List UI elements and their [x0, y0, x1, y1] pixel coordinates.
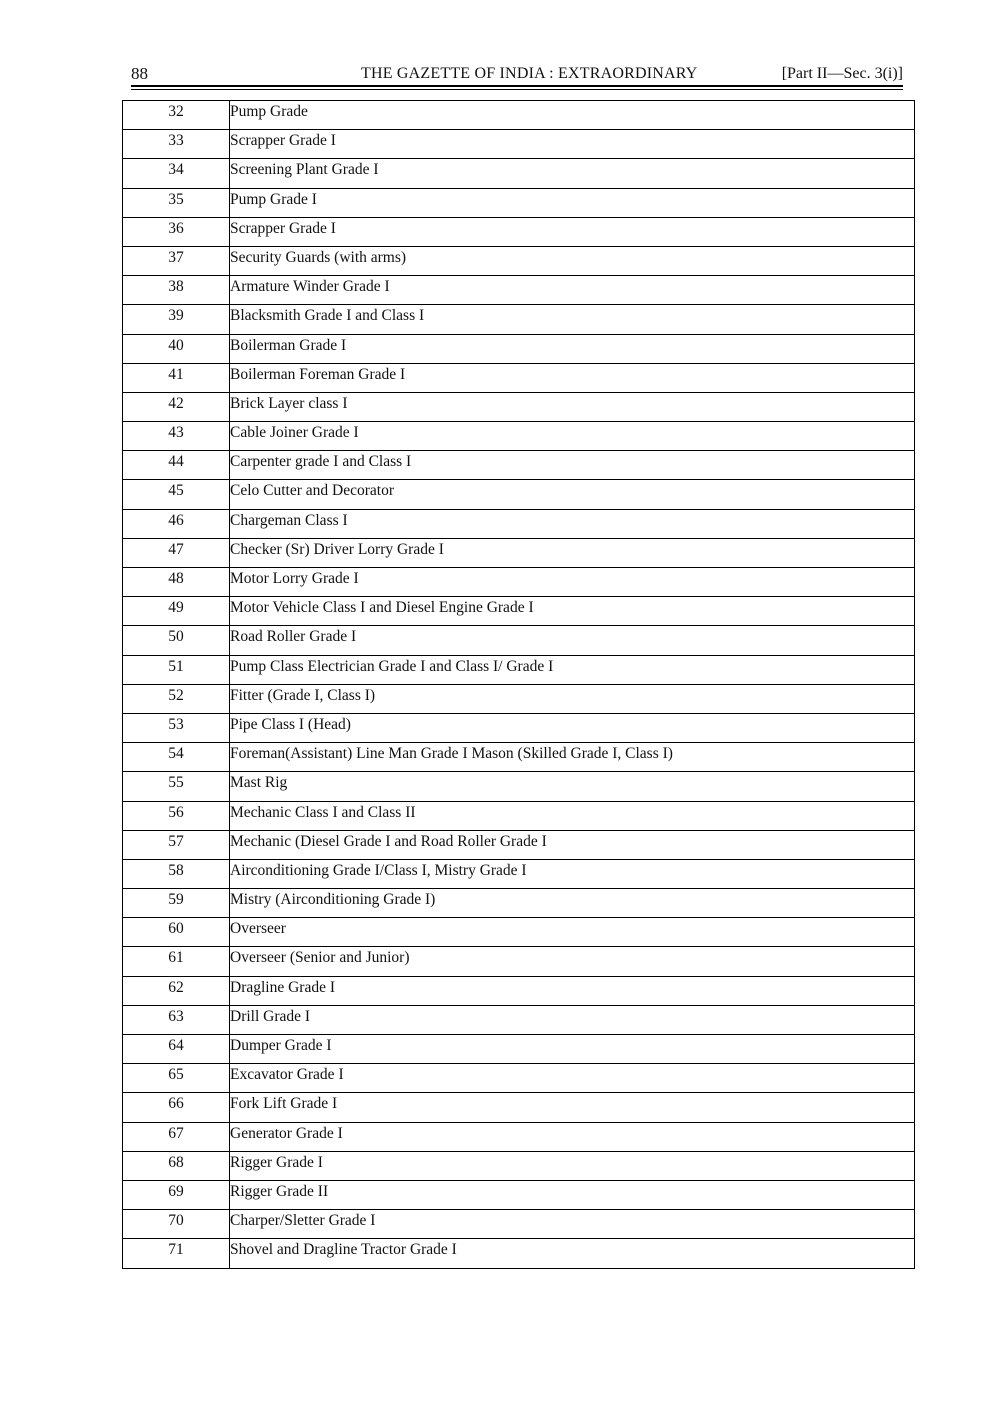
designation-cell: Celo Cutter and Decorator: [230, 480, 915, 509]
serial-number-cell: 66: [123, 1093, 230, 1122]
serial-number-cell: 54: [123, 743, 230, 772]
table-row: [123, 1035, 915, 1064]
designation-cell: Charper/Sletter Grade I: [230, 1210, 915, 1239]
designation-cell: Rigger Grade I: [230, 1151, 915, 1180]
serial-number-cell: 33: [123, 130, 230, 159]
header-rule-thick: [131, 85, 903, 87]
serial-number-cell: 56: [123, 801, 230, 830]
table-row: [123, 597, 915, 626]
table-row: [123, 1005, 915, 1034]
designation-cell: Boilerman Foreman Grade I: [230, 363, 915, 392]
table-row: [123, 918, 915, 947]
table-row: [123, 538, 915, 567]
designation-cell: Excavator Grade I: [230, 1064, 915, 1093]
table-row: [123, 976, 915, 1005]
serial-number-cell: 67: [123, 1122, 230, 1151]
designation-cell: Overseer: [230, 918, 915, 947]
serial-number-cell: 39: [123, 305, 230, 334]
table-row: [123, 889, 915, 918]
designation-cell: Dragline Grade I: [230, 976, 915, 1005]
designation-cell: Fork Lift Grade I: [230, 1093, 915, 1122]
designation-cell: Pump Class Electrician Grade I and Class I/ Grade I: [230, 655, 915, 684]
serial-number-cell: 65: [123, 1064, 230, 1093]
designation-cell: Mistry (Airconditioning Grade I): [230, 889, 915, 918]
serial-number-cell: 51: [123, 655, 230, 684]
serial-number-cell: 36: [123, 217, 230, 246]
table-row: [123, 422, 915, 451]
table-row: [123, 1239, 915, 1268]
serial-number-cell: 61: [123, 947, 230, 976]
designation-cell: Shovel and Dragline Tractor Grade I: [230, 1239, 915, 1268]
serial-number-cell: 69: [123, 1180, 230, 1209]
designation-cell: Fitter (Grade I, Class I): [230, 684, 915, 713]
designation-cell: Boilerman Grade I: [230, 334, 915, 363]
designation-cell: Mast Rig: [230, 772, 915, 801]
table-row: [123, 188, 915, 217]
serial-number-cell: 37: [123, 246, 230, 275]
serial-number-cell: 63: [123, 1005, 230, 1034]
table-row: [123, 392, 915, 421]
table-row: [123, 684, 915, 713]
page-header: [131, 62, 903, 86]
schedule-table-body: [123, 101, 915, 1269]
designation-cell: Airconditioning Grade I/Class I, Mistry Grade I: [230, 859, 915, 888]
serial-number-cell: 34: [123, 159, 230, 188]
table-row: [123, 159, 915, 188]
serial-number-cell: 52: [123, 684, 230, 713]
designation-cell: Road Roller Grade I: [230, 626, 915, 655]
table-row: [123, 509, 915, 538]
table-row: [123, 246, 915, 275]
serial-number-cell: 42: [123, 392, 230, 421]
table-row: [123, 947, 915, 976]
table-row: [123, 1180, 915, 1209]
designation-cell: Drill Grade I: [230, 1005, 915, 1034]
serial-number-cell: 49: [123, 597, 230, 626]
designation-cell: Pump Grade I: [230, 188, 915, 217]
schedule-table: [122, 100, 915, 1269]
serial-number-cell: 32: [123, 101, 230, 130]
table-row: [123, 276, 915, 305]
table-row: [123, 1093, 915, 1122]
table-row: [123, 334, 915, 363]
serial-number-cell: 50: [123, 626, 230, 655]
designation-cell: Checker (Sr) Driver Lorry Grade I: [230, 538, 915, 567]
serial-number-cell: 53: [123, 713, 230, 742]
serial-number-cell: 70: [123, 1210, 230, 1239]
serial-number-cell: 55: [123, 772, 230, 801]
serial-number-cell: 59: [123, 889, 230, 918]
serial-number-cell: 44: [123, 451, 230, 480]
table-row: [123, 655, 915, 684]
serial-number-cell: 58: [123, 859, 230, 888]
designation-cell: Brick Layer class I: [230, 392, 915, 421]
designation-cell: Armature Winder Grade I: [230, 276, 915, 305]
serial-number-cell: 62: [123, 976, 230, 1005]
table-row: [123, 480, 915, 509]
designation-cell: Mechanic Class I and Class II: [230, 801, 915, 830]
table-row: [123, 101, 915, 130]
designation-cell: Blacksmith Grade I and Class I: [230, 305, 915, 334]
table-row: [123, 801, 915, 830]
table-row: [123, 830, 915, 859]
designation-cell: Generator Grade I: [230, 1122, 915, 1151]
table-row: [123, 130, 915, 159]
designation-cell: Scrapper Grade I: [230, 217, 915, 246]
designation-cell: Overseer (Senior and Junior): [230, 947, 915, 976]
designation-cell: Motor Vehicle Class I and Diesel Engine Grade I: [230, 597, 915, 626]
header-rule-thin: [131, 89, 903, 90]
table-row: [123, 451, 915, 480]
designation-cell: Chargeman Class I: [230, 509, 915, 538]
page-number: 88: [131, 64, 148, 83]
table-row: [123, 217, 915, 246]
table-row: [123, 859, 915, 888]
designation-cell: Pipe Class I (Head): [230, 713, 915, 742]
serial-number-cell: 43: [123, 422, 230, 451]
table-row: [123, 743, 915, 772]
designation-cell: Motor Lorry Grade I: [230, 568, 915, 597]
serial-number-cell: 60: [123, 918, 230, 947]
gazette-title: THE GAZETTE OF INDIA : EXTRAORDINARY: [361, 65, 698, 82]
serial-number-cell: 46: [123, 509, 230, 538]
serial-number-cell: 35: [123, 188, 230, 217]
serial-number-cell: 68: [123, 1151, 230, 1180]
serial-number-cell: 47: [123, 538, 230, 567]
table-row: [123, 1210, 915, 1239]
serial-number-cell: 45: [123, 480, 230, 509]
designation-cell: Screening Plant Grade I: [230, 159, 915, 188]
designation-cell: Foreman(Assistant) Line Man Grade I Mason (Skilled Grade I, Class I): [230, 743, 915, 772]
designation-cell: Pump Grade: [230, 101, 915, 130]
table-row: [123, 1151, 915, 1180]
designation-cell: Security Guards (with arms): [230, 246, 915, 275]
serial-number-cell: 40: [123, 334, 230, 363]
table-row: [123, 1064, 915, 1093]
serial-number-cell: 71: [123, 1239, 230, 1268]
designation-cell: Scrapper Grade I: [230, 130, 915, 159]
serial-number-cell: 64: [123, 1035, 230, 1064]
designation-cell: Mechanic (Diesel Grade I and Road Roller Grade I: [230, 830, 915, 859]
serial-number-cell: 41: [123, 363, 230, 392]
table-row: [123, 1122, 915, 1151]
serial-number-cell: 38: [123, 276, 230, 305]
table-row: [123, 568, 915, 597]
table-row: [123, 363, 915, 392]
serial-number-cell: 57: [123, 830, 230, 859]
designation-cell: Carpenter grade I and Class I: [230, 451, 915, 480]
serial-number-cell: 48: [123, 568, 230, 597]
designation-cell: Dumper Grade I: [230, 1035, 915, 1064]
table-row: [123, 713, 915, 742]
designation-cell: Rigger Grade II: [230, 1180, 915, 1209]
table-row: [123, 626, 915, 655]
designation-cell: Cable Joiner Grade I: [230, 422, 915, 451]
part-section-label: [Part II—Sec. 3(i)]: [781, 65, 903, 82]
table-row: [123, 305, 915, 334]
table-row: [123, 772, 915, 801]
